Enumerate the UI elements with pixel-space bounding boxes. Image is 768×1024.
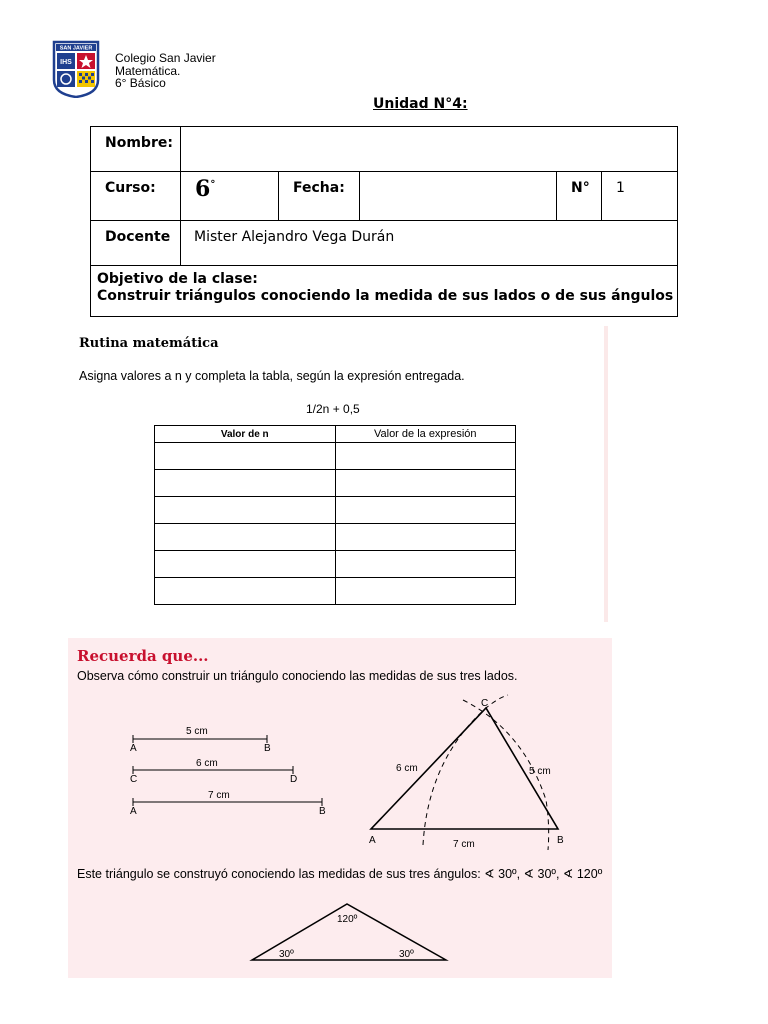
segment3-length: 7 cm [208,790,230,801]
nombre-field[interactable] [181,127,678,172]
n-value: 1 [616,180,625,196]
col-valor-expresion: Valor de la expresión [335,426,516,443]
table-row [155,524,516,551]
side-bc-length: 5 cm [529,766,551,777]
curso-field[interactable] [181,172,279,221]
docente-label: Docente [105,229,171,245]
student-info-table [90,126,678,317]
cell-expr[interactable] [335,578,516,605]
table-row [155,497,516,524]
logo-title: SAN JAVIER [59,45,93,52]
fecha-value [360,172,556,180]
school-logo [52,40,100,98]
nombre-label: Nombre: [105,135,173,151]
curso-value: 6 [195,176,211,202]
objetivo-cell [91,266,678,317]
nombre-label-cell [91,127,181,172]
segment2-end: D [290,774,298,785]
routine-title: Rutina matemática [79,336,219,351]
routine-expression: 1/2n + 0,5 [306,402,360,416]
cell-n[interactable] [155,524,336,551]
vertex-b: B [557,835,564,846]
angle-top-label: 120º [337,914,358,925]
cell-expr[interactable] [335,551,516,578]
logo-initials: IHS [60,59,72,66]
grade-name: 6° Básico [115,76,166,90]
nombre-value [181,127,677,135]
docente-field [181,221,678,266]
docente-label-cell [91,221,181,266]
unit-title: Unidad N°4: [373,96,468,112]
vertex-a: A [369,835,376,846]
curso-label: Curso: [105,180,156,196]
segment3-end: B [319,806,326,817]
cell-n[interactable] [155,578,336,605]
angle-left-label: 30º [279,949,294,960]
table-row [155,578,516,605]
segment2-start: C [130,774,138,785]
vertex-c: C [481,698,489,709]
curso-label-cell [91,172,181,221]
school-info [115,52,216,90]
col-valor-n: Valor de n [155,426,336,443]
n-label: N° [571,180,590,196]
cell-expr[interactable] [335,443,516,470]
table-row [155,551,516,578]
objetivo-label: Objetivo de la clase: [97,271,258,287]
routine-instruction: Asigna valores a n y completa la tabla, según la expresión entregada. [79,369,465,383]
angle-right-label: 30º [399,949,414,960]
side-ab-length: 7 cm [453,839,475,850]
remember-title: Recuerda que... [77,647,209,665]
values-table-header [155,426,516,443]
subject-name: Matemática. [115,63,181,78]
cell-expr[interactable] [335,497,516,524]
cell-n[interactable] [155,497,336,524]
docente-value: Mister Alejandro Vega Durán [194,229,395,245]
segment1-end: B [264,743,271,754]
construction-diagram [68,690,612,860]
angles-instruction: Este triángulo se construyó conociendo las medidas de sus tres ángulos: ∢ 30º, ∢ 30º, ∢ 120º [77,867,603,881]
cell-expr[interactable] [335,470,516,497]
side-ac-length: 6 cm [396,763,418,774]
cell-n[interactable] [155,551,336,578]
n-field[interactable] [602,172,678,221]
table-row [155,443,516,470]
table-row [155,470,516,497]
routine-edge [604,326,608,622]
fecha-field[interactable] [360,172,557,221]
objetivo-value: Construir triángulos conociendo la medida de sus lados o de sus ángulos [97,288,674,304]
cell-n[interactable] [155,443,336,470]
curso-degree: ° [210,179,216,191]
values-table [154,425,516,605]
n-label-cell [557,172,602,221]
segment1-start: A [130,743,137,754]
cell-expr[interactable] [335,524,516,551]
fecha-label: Fecha: [293,180,345,196]
cell-n[interactable] [155,470,336,497]
school-name: Colegio San Javier [115,51,216,65]
remember-instruction: Observa cómo construir un triángulo conociendo las medidas de sus tres lados. [77,669,518,683]
segment1-length: 5 cm [186,726,208,737]
segment3-start: A [130,806,137,817]
angle-triangle-diagram [240,898,460,968]
fecha-label-cell [279,172,360,221]
segment2-length: 6 cm [196,758,218,769]
